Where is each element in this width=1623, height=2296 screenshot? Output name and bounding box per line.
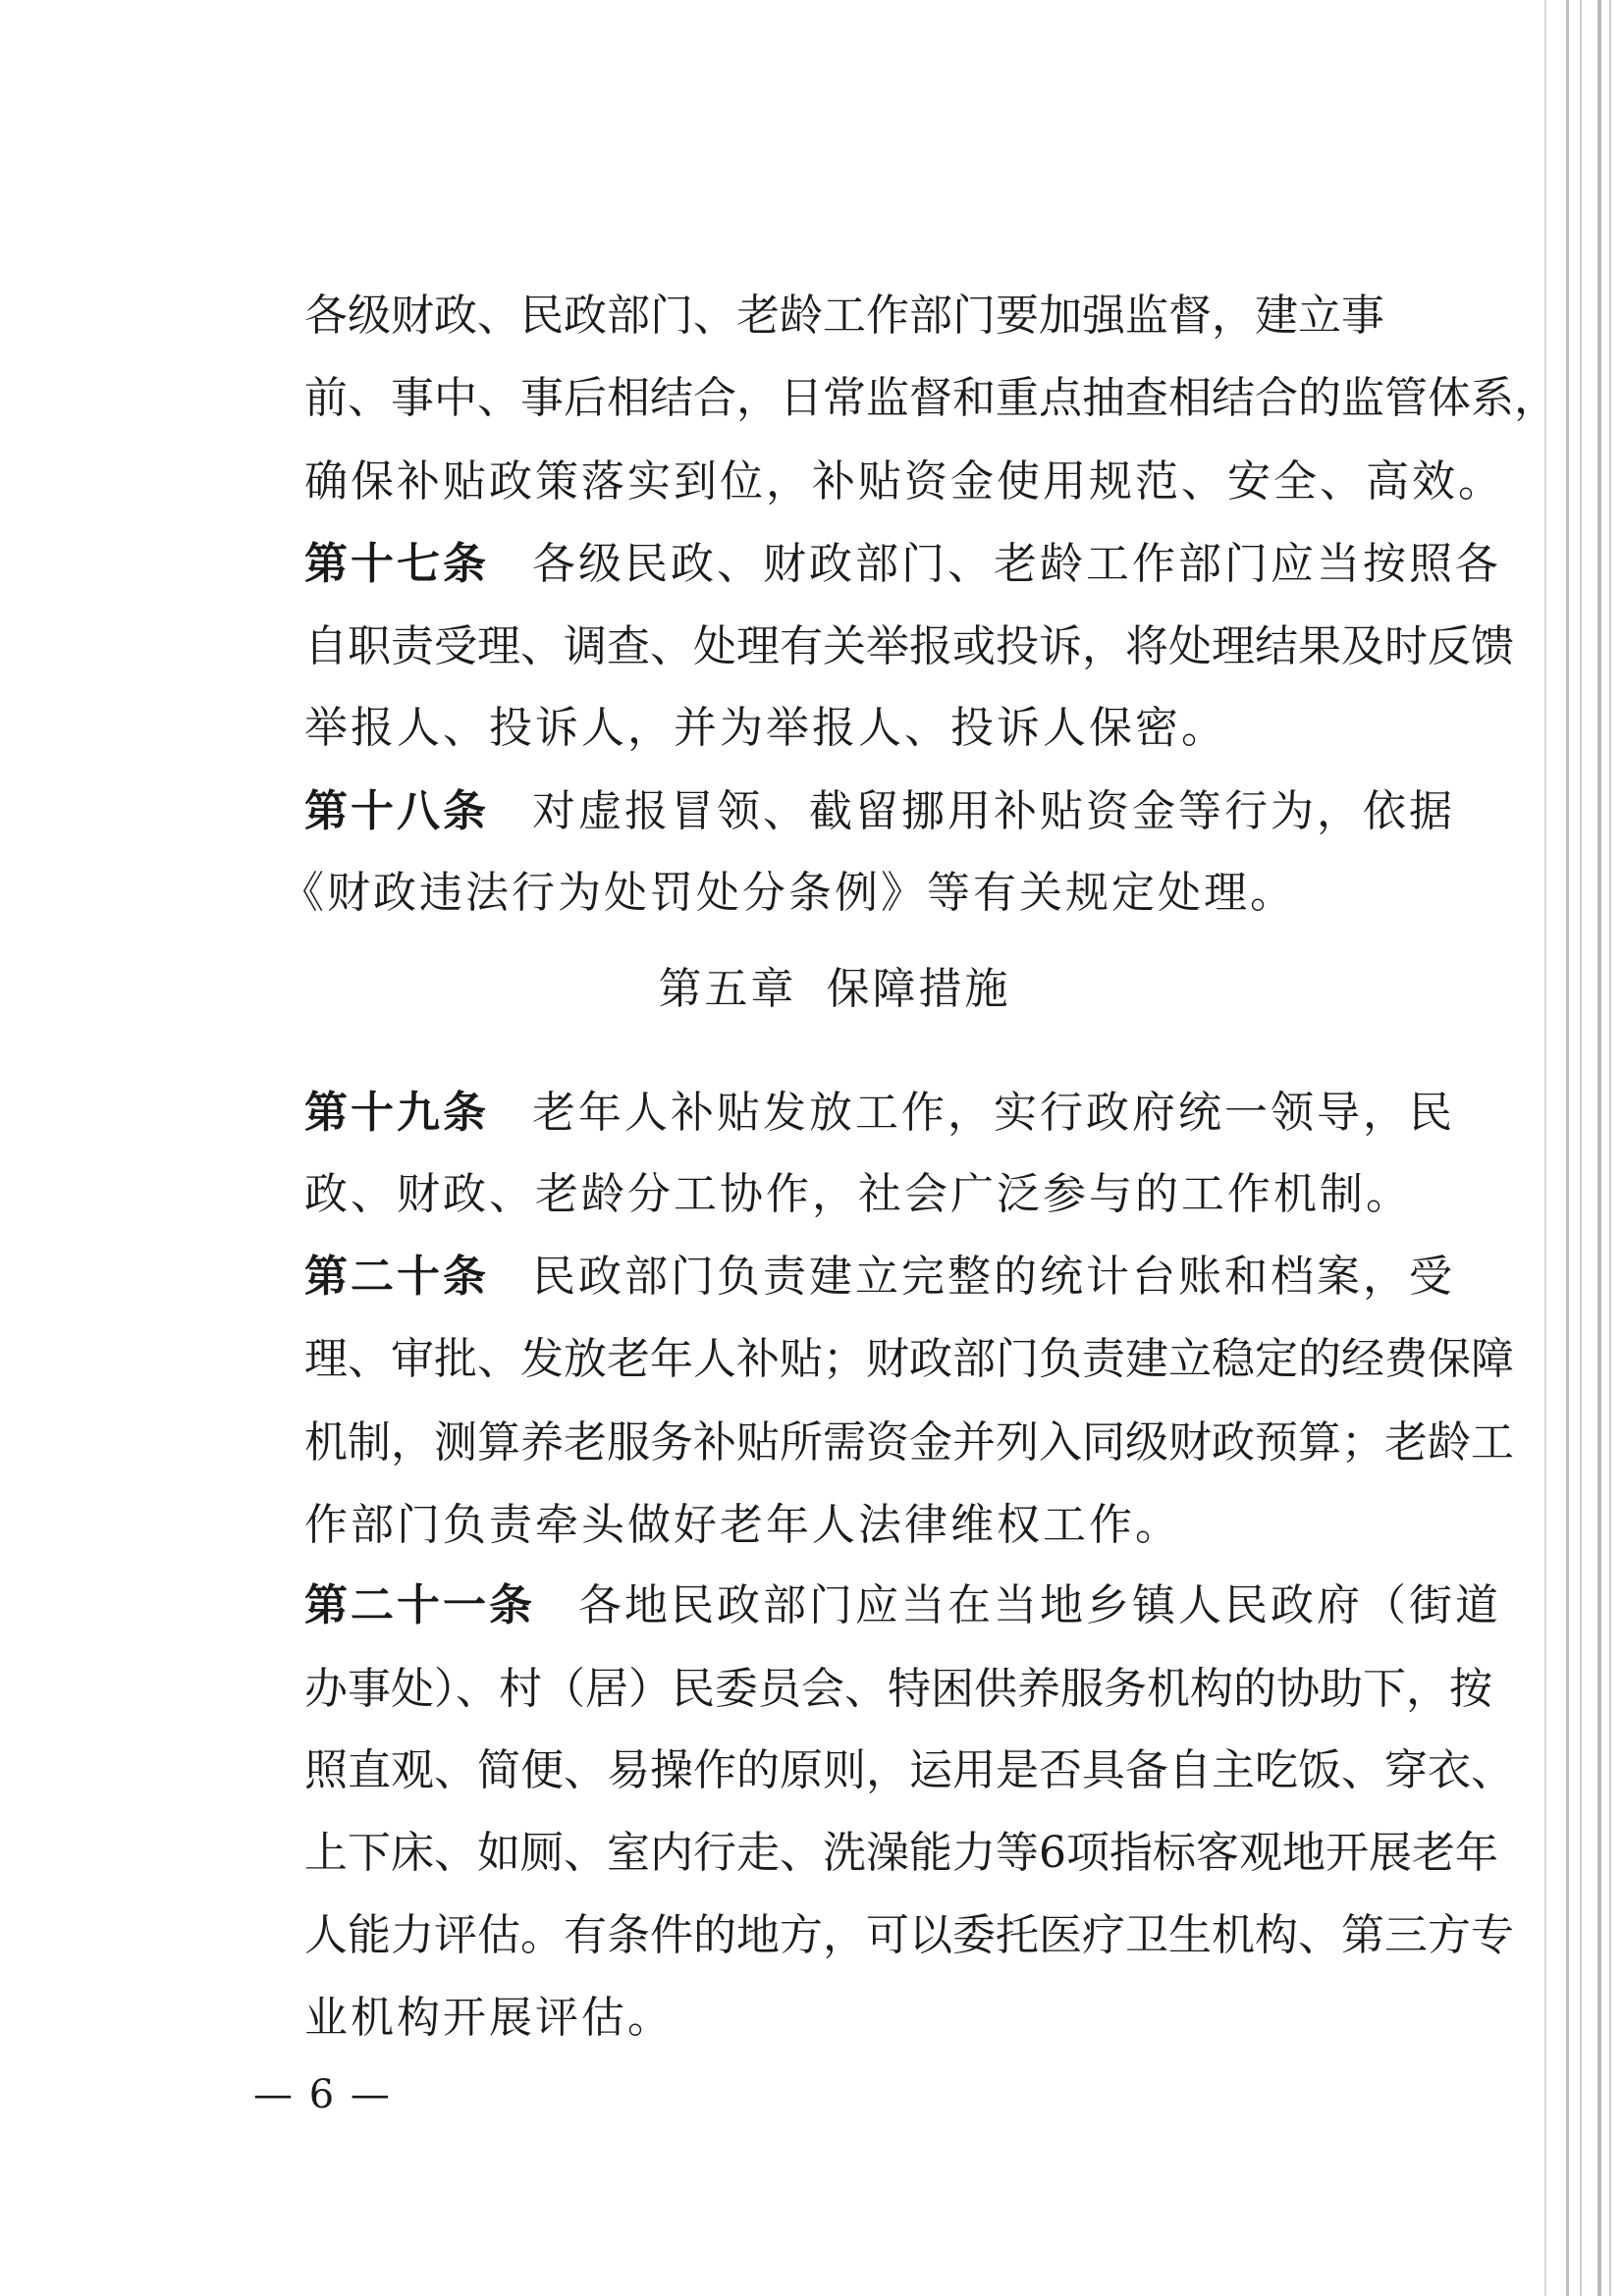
article-19-label: 第十九条 — [304, 1088, 489, 1138]
article-18-label: 第十八条 — [304, 786, 489, 836]
chapter-heading — [304, 960, 1365, 1019]
article-20-label: 第二十条 — [304, 1252, 489, 1302]
article-20-line-2: 理、审批、发放老年人补贴；财政部门负责建立稳定的经费保障 — [304, 1334, 1514, 1384]
article-20-line-3: 机制，测算养老服务补贴所需资金并列入同级财政预算；老龄工 — [304, 1417, 1514, 1468]
scan-edge-artifact — [1515, 0, 1623, 2296]
article-17-label: 第十七条 — [304, 539, 489, 589]
article-18-line-1: 第十八条 对虚报冒领、截留挪用补贴资金等行为，依据 — [304, 786, 1455, 836]
article-17-line-2: 自职责受理、调查、处理有关举报或投诉，将处理结果及时反馈 — [304, 621, 1514, 671]
paragraph-1-line-2: 前、事中、事后相结合，日常监督和重点抽查相结合的监管体系， — [304, 373, 1557, 423]
article-19-line-1: 第十九条 老年人补贴发放工作，实行政府统一领导，民 — [304, 1088, 1455, 1138]
article-21-line-5: 人能力评估。有条件的地方，可以委托医疗卫生机构、第三方专 — [304, 1910, 1514, 1960]
article-19-line-2: 政、财政、老龄分工协作，社会广泛参与的工作机制。 — [304, 1169, 1412, 1219]
article-17-line-3: 举报人、投诉人，并为举报人、投诉人保密。 — [304, 703, 1227, 753]
article-17-line-1: 第十七条 各级民政、财政部门、老龄工作部门应当按照各 — [304, 539, 1501, 589]
article-21-line-2: 办事处）、村（居）民委员会、特困供养服务机构的协助下，按 — [304, 1664, 1492, 1714]
article-21-line-4: 上下床、如厕、室内行走、洗澡能力等6项指标客观地开展老年 — [304, 1828, 1498, 1878]
page-number: — 6 — — [253, 2072, 392, 2117]
paragraph-1-line-3: 确保补贴政策落实到位，补贴资金使用规范、安全、高效。 — [304, 456, 1504, 507]
paragraph-1-line-1: 各级财政、民政部门、老龄工作部门要加强监督，建立事 — [304, 291, 1384, 341]
article-21-line-6: 业机构开展评估。 — [304, 1993, 674, 2043]
chapter-number: 第五章 — [658, 964, 797, 1014]
article-18-line-2: 《财政违法行为处罚处分条例》等有关规定处理。 — [281, 868, 1296, 918]
article-21-label: 第二十一条 — [304, 1580, 535, 1630]
article-21-line-3: 照直观、简便、易操作的原则，运用是否具备自主吃饭、穿衣、 — [304, 1745, 1514, 1795]
article-21-line-1: 第二十一条 各地民政部门应当在当地乡镇人民政府（街道 — [304, 1580, 1501, 1630]
chapter-title: 保障措施 — [826, 964, 1011, 1014]
article-20-line-1: 第二十条 民政部门负责建立完整的统计台账和档案，受 — [304, 1252, 1455, 1302]
article-20-line-4: 作部门负责牵头做好老年人法律维权工作。 — [304, 1500, 1181, 1550]
